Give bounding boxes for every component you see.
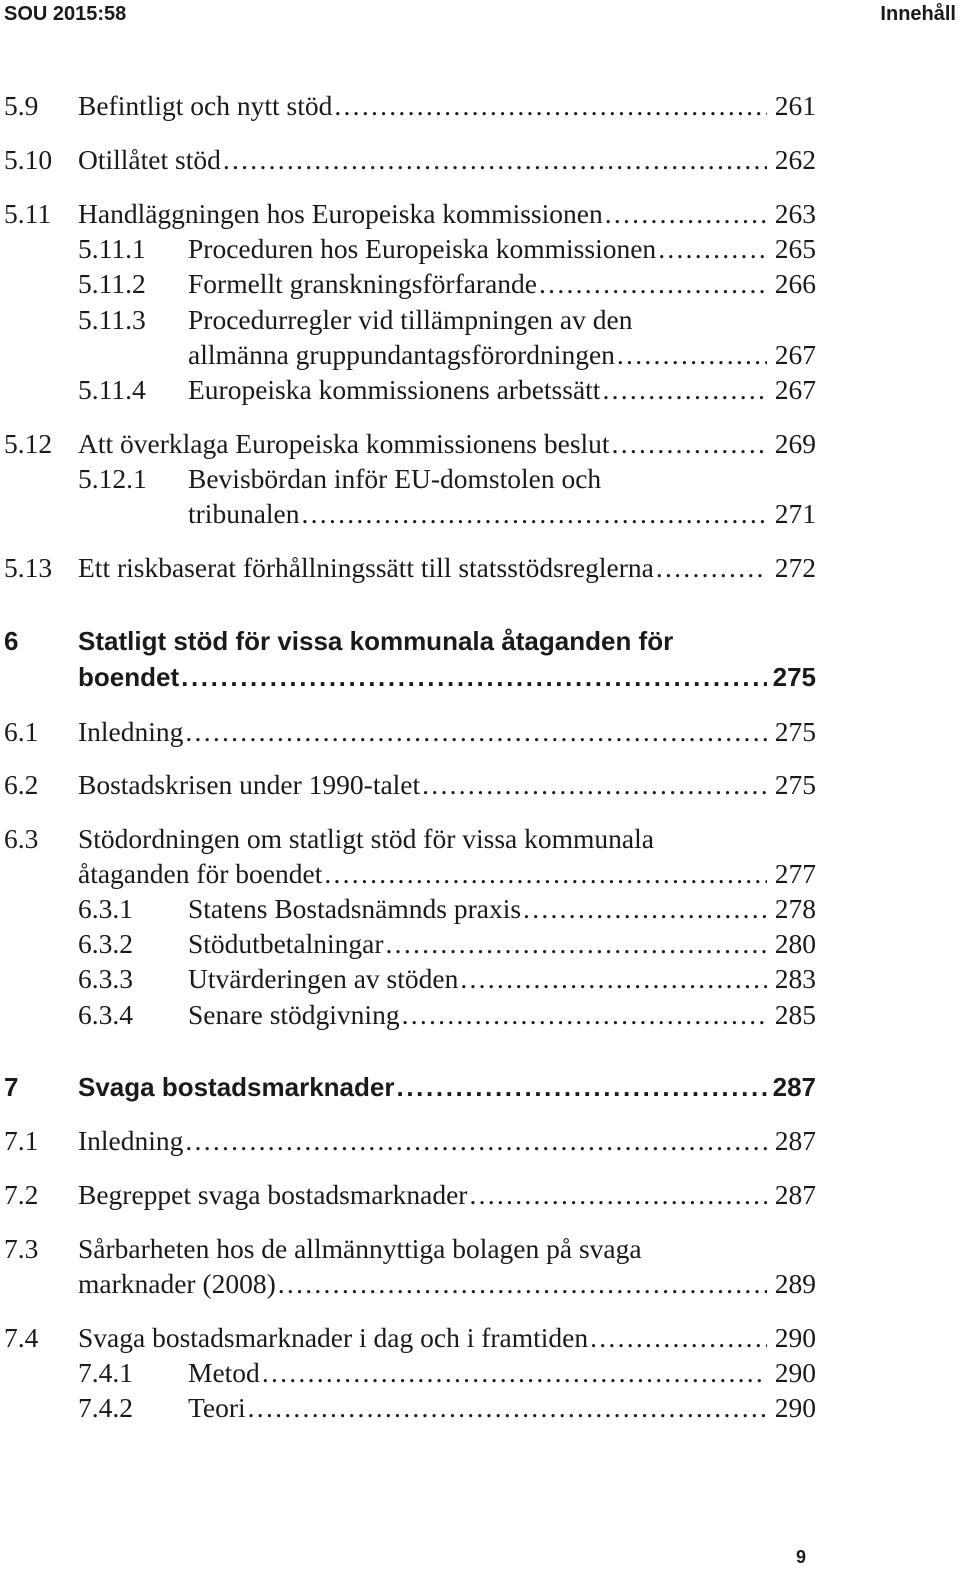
dot-leader [262,1356,767,1390]
toc-entry-title: Svaga bostadsmarknader i dag och i framtiden [78,1322,589,1353]
running-header-section: Innehåll [880,3,956,25]
toc-entry[interactable] [0,715,960,749]
toc-entry-page: 262 [774,144,816,175]
toc-entry-page: 271 [774,498,816,529]
toc-entry-number: 6.3.1 [78,893,133,924]
dot-leader [302,497,768,531]
dot-leader [278,1267,767,1301]
toc-entry[interactable] [0,998,960,1032]
dot-leader [539,267,767,301]
toc-entry[interactable] [0,1178,960,1212]
dot-leader [605,197,767,231]
toc-entry-title: Senare stödgivning [188,999,400,1030]
toc-entry-title: Stödutbetalningar [188,928,384,959]
toc-entry-page: 277 [774,858,816,889]
toc-entry-title: Statens Bostadsnämnds praxis [188,893,522,924]
toc-entry[interactable] [0,462,960,496]
toc-entry[interactable] [0,89,960,123]
toc-entry-number: 6.3.3 [78,963,133,994]
toc-entry-page: 283 [774,963,816,994]
toc-entry-page: 290 [774,1392,816,1423]
toc-entry-number: 7 [4,1072,19,1102]
toc-entry-number: 7.2 [4,1179,39,1210]
toc-entry-page: 266 [774,268,816,299]
toc-entry-number: 5.11.1 [78,233,146,264]
toc-entry-page: 290 [774,1322,816,1353]
toc-entry[interactable] [0,143,960,177]
toc-entry-page: 289 [774,1268,816,1299]
toc-entry-title: allmänna gruppundantagsförordningen [188,339,615,370]
toc-entry[interactable] [0,1267,960,1301]
toc-entry-number: 7.3 [4,1233,39,1264]
toc-entry-page: 261 [774,90,816,121]
toc-entry-page: 267 [774,339,816,370]
toc-entry-number: 6 [4,626,19,656]
toc-entry[interactable] [0,1321,960,1355]
toc-entry[interactable] [0,768,960,802]
toc-entry-page: 275 [774,769,816,800]
dot-leader [396,1070,767,1104]
running-header-report-id: SOU 2015:58 [4,3,127,25]
toc-entry-page: 285 [774,999,816,1030]
toc-entry-page: 290 [774,1357,816,1388]
toc-entry-title: Utvärderingen av stöden [188,963,459,994]
toc-entry[interactable] [0,427,960,461]
toc-entry-page: 275 [772,662,816,692]
toc-entry-page: 272 [774,552,816,583]
dot-leader [248,1391,767,1425]
toc-entry-number: 5.11.2 [78,268,146,299]
toc-entry-number: 5.10 [4,144,53,175]
toc-entry-title: Begreppet svaga bostadsmarknader [78,1179,468,1210]
dot-leader [422,768,767,802]
dot-leader [590,1321,767,1355]
toc-entry-number: 6.3 [4,823,39,854]
toc-entry[interactable] [0,927,960,961]
toc-entry-number: 7.4.1 [78,1357,133,1388]
toc-entry[interactable] [0,1070,960,1104]
toc-entry-title: Otillåtet stöd [78,144,221,175]
toc-entry-page: 267 [774,374,816,405]
toc-entry-page: 275 [774,716,816,747]
toc-entry-title: Proceduren hos Europeiska kommissionen [188,233,657,264]
toc-entry-title: Ett riskbaserat förhållningssätt till statsstödsreglerna [78,552,654,583]
dot-leader [181,660,767,694]
dot-leader [617,338,767,372]
dot-leader [612,427,767,461]
dot-leader [656,551,767,585]
toc-entry-title: Stödordningen om statligt stöd för vissa kommunala [78,823,654,854]
toc-entry[interactable] [0,232,960,266]
toc-entry-number: 5.9 [4,90,39,121]
toc-entry-number: 7.4.2 [78,1392,133,1423]
toc-entry-title: Handläggningen hos Europeiska kommissionen [78,198,603,229]
toc-entry-title: åtaganden för boendet [78,858,323,889]
toc-entry-page: 269 [774,428,816,459]
toc-entry[interactable] [0,822,960,856]
toc-entry-page: 265 [774,233,816,264]
toc-entry-number: 6.3.4 [78,999,133,1030]
toc-entry-title: Statligt stöd för vissa kommunala åtaganden för [78,626,674,656]
toc-entry-page: 280 [774,928,816,959]
toc-entry-title: Befintligt och nytt stöd [78,90,333,121]
dot-leader [469,1178,767,1212]
dot-leader [460,962,767,996]
toc-entry-number: 7.1 [4,1125,39,1156]
dot-leader [658,232,767,266]
toc-entry-title: marknader (2008) [78,1268,276,1299]
toc-entry-number: 5.13 [4,552,53,583]
toc-entry-title: Sårbarheten hos de allmännyttiga bolagen på svaga [78,1233,642,1264]
toc-entry[interactable] [0,267,960,301]
toc-entry-number: 6.2 [4,769,39,800]
toc-entry-title: Formellt granskningsförfarande [188,268,538,299]
toc-entry[interactable] [0,660,960,694]
toc-entry-number: 6.1 [4,716,39,747]
toc-entry-number: 7.4 [4,1322,39,1353]
dot-leader [223,143,767,177]
toc-entry-title: Teori [188,1392,246,1423]
toc-entry[interactable] [0,373,960,407]
toc-entry[interactable] [0,303,960,337]
toc-entry-title: Att överklaga Europeiska kommissionens beslut [78,428,610,459]
toc-entry[interactable] [0,857,960,891]
toc-entry-title: Svaga bostadsmarknader [78,1072,395,1102]
toc-entry[interactable] [0,962,960,996]
toc-entry-title: Inledning [78,1125,184,1156]
toc-entry-number: 6.3.2 [78,928,133,959]
toc-entry[interactable] [0,1232,960,1266]
toc-entry-title: Europeiska kommissionens arbetssätt [188,374,601,405]
toc-entry[interactable] [0,497,960,531]
toc-entry-page: 287 [774,1125,816,1156]
toc-entry[interactable] [0,624,960,658]
dot-leader [602,373,767,407]
toc-entry[interactable] [0,1356,960,1390]
toc-entry-page: 287 [774,1179,816,1210]
toc-entry-title: Procedurregler vid tillämpningen av den [188,304,633,335]
dot-leader [185,715,767,749]
dot-leader [324,857,767,891]
dot-leader [334,89,767,123]
toc-entry-page: 263 [774,198,816,229]
toc-entry[interactable] [0,338,960,372]
toc-entry[interactable] [0,1391,960,1425]
toc-entry-page: 278 [774,893,816,924]
toc-entry-title: Bostadskrisen under 1990-talet [78,769,421,800]
dot-leader [185,1124,767,1158]
toc-entry[interactable] [0,197,960,231]
toc-entry-number: 5.11.3 [78,304,146,335]
toc-entry-title: Metod [188,1357,260,1388]
toc-entry-number: 5.12 [4,428,53,459]
toc-entry-title: Inledning [78,716,184,747]
toc-entry-page: 287 [772,1072,816,1102]
toc-entry[interactable] [0,1124,960,1158]
toc-entry[interactable] [0,551,960,585]
toc-entry-title: tribunalen [188,498,300,529]
toc-entry-number: 5.11 [4,198,52,229]
toc-entry[interactable] [0,892,960,926]
dot-leader [402,998,767,1032]
toc-entry-number: 5.11.4 [78,374,146,405]
page-number: 9 [796,1547,807,1567]
dot-leader [523,892,767,926]
toc-entry-title: Bevisbördan inför EU-domstolen och [188,463,602,494]
toc-entry-title: boendet [78,662,180,692]
dot-leader [386,927,767,961]
toc-entry-number: 5.12.1 [78,463,147,494]
